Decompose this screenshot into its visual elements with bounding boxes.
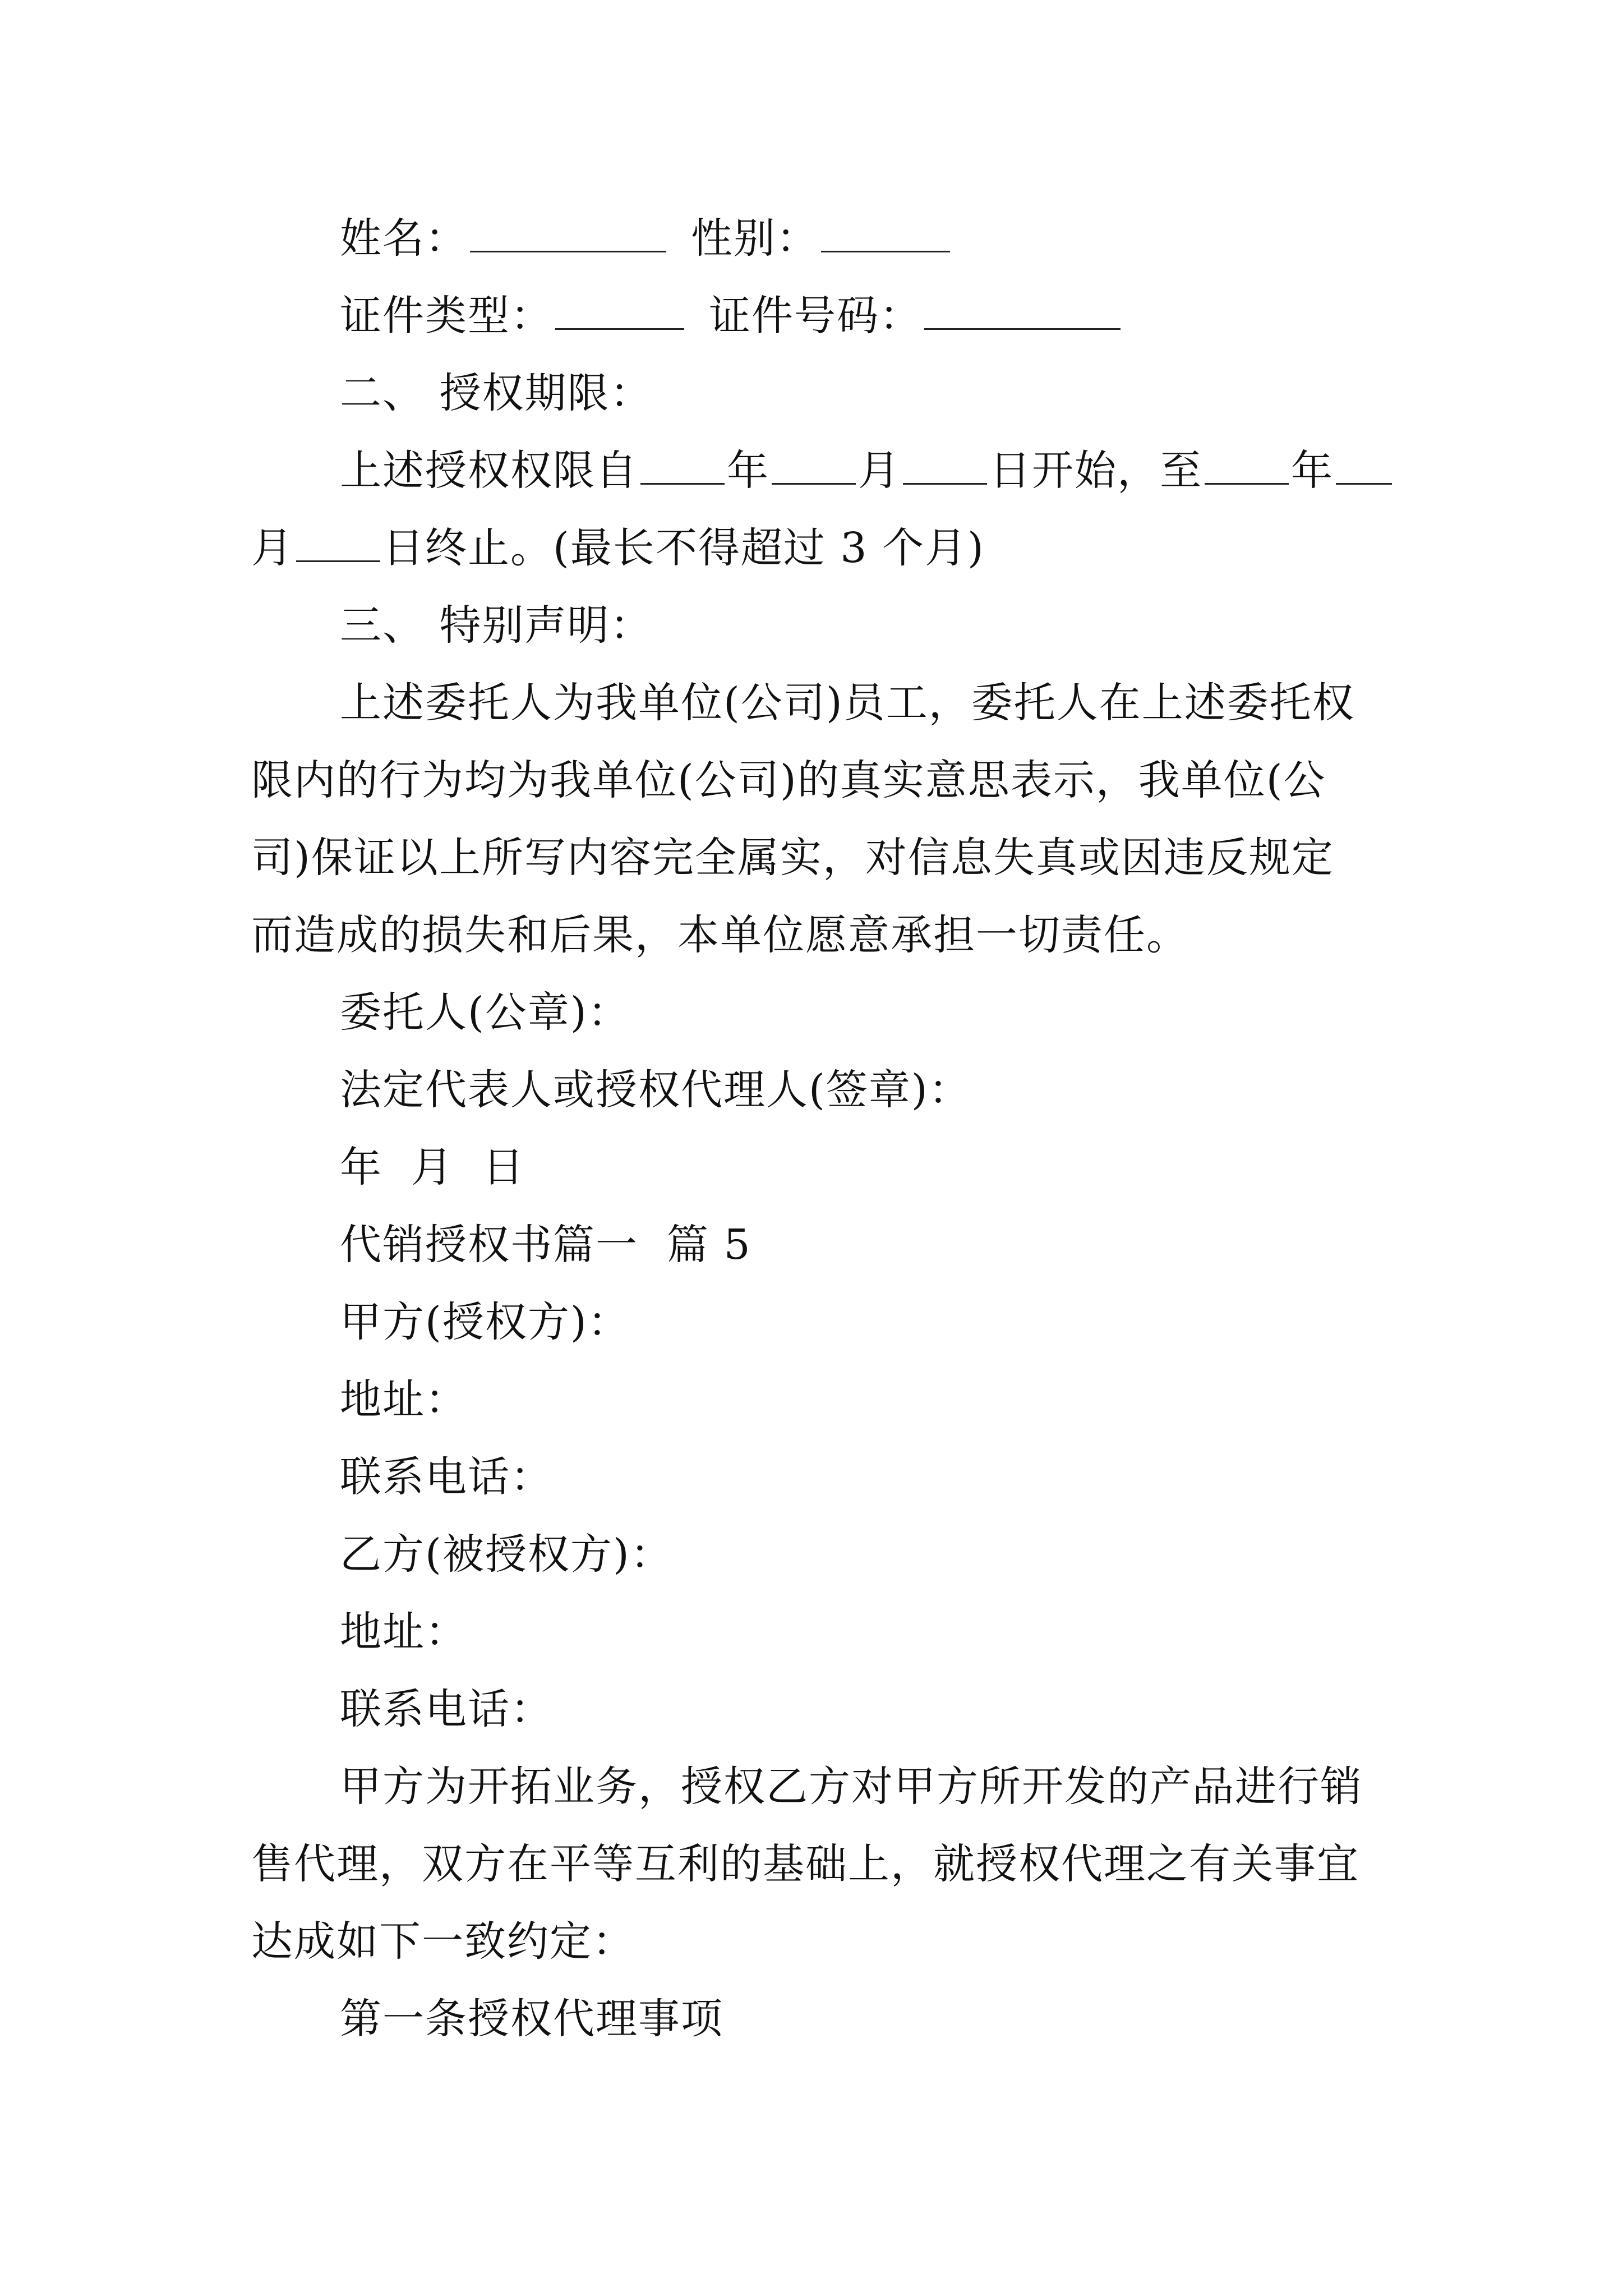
end-month-blank [1336, 448, 1392, 485]
id-type-label: 证件类型： [340, 292, 553, 340]
principal-seal: 委托人(公章)： [340, 988, 630, 1037]
statement-line: 限内的行为均为我单位(公司)的真实意思表示，我单位(公 [251, 756, 1326, 804]
start-month-blank [772, 448, 856, 485]
name-gender-line [251, 200, 1378, 277]
party-b: 乙方(被授权方)： [340, 1530, 673, 1579]
section-title: 代销授权书篇一 篇 5 [340, 1221, 751, 1269]
month-label: 月 [251, 524, 294, 572]
phone-a: 联系电话： [340, 1453, 553, 1501]
agreement-line: 达成如下一致约定： [251, 1917, 635, 1966]
name-label: 姓名： [340, 214, 468, 263]
start-year-blank [640, 448, 725, 485]
article1-heading: 第一条授权代理事项 [340, 1995, 723, 2043]
period-prefix: 上述授权权限自 [340, 447, 638, 495]
party-a: 甲方(授权方)： [340, 1298, 630, 1346]
address-a: 地址： [340, 1375, 468, 1424]
section2-heading: 二、 授权期限： [340, 369, 653, 417]
legal-rep-sign: 法定代表人或授权代理人(签章)： [340, 1066, 971, 1114]
day-end-text: 日终止。(最长不得超过 3 个月) [382, 524, 985, 572]
id-number-label: 证件号码： [709, 292, 922, 340]
period-line-2 [251, 509, 1378, 587]
gender-blank [821, 216, 950, 252]
end-day-blank [296, 526, 380, 562]
agreement-line: 甲方为开拓业务，授权乙方对甲方所开发的产品进行销 [340, 1763, 1363, 1811]
id-type-blank [555, 293, 684, 330]
agreement-line: 售代理，双方在平等互利的基础上，就授权代理之有关事宜 [251, 1840, 1359, 1888]
statement-line: 而造成的损失和后果，本单位愿意承担一切责任。 [251, 911, 1189, 959]
phone-b: 联系电话： [340, 1685, 553, 1733]
year-label: 年 [727, 447, 769, 495]
document-body [251, 200, 1378, 2058]
period-line-1 [251, 432, 1378, 509]
end-year-blank [1205, 448, 1289, 485]
month-label: 月 [858, 447, 901, 495]
date-line: 年 月 日 [340, 1143, 525, 1191]
id-number-blank [924, 293, 1121, 330]
gender-label: 性别： [691, 214, 819, 263]
address-b: 地址： [340, 1608, 468, 1656]
statement-line: 司)保证以上所写内容完全属实，对信息失真或因违反规定 [251, 834, 1334, 882]
day-start-text: 日开始，至 [989, 447, 1202, 495]
start-day-blank [903, 448, 987, 485]
statement-line: 上述委托人为我单位(公司)员工，委托人在上述委托权 [340, 679, 1355, 727]
id-line [251, 277, 1378, 355]
name-blank [470, 216, 666, 252]
year-label: 年 [1291, 447, 1334, 495]
section3-heading: 三、 特别声明： [340, 601, 653, 650]
